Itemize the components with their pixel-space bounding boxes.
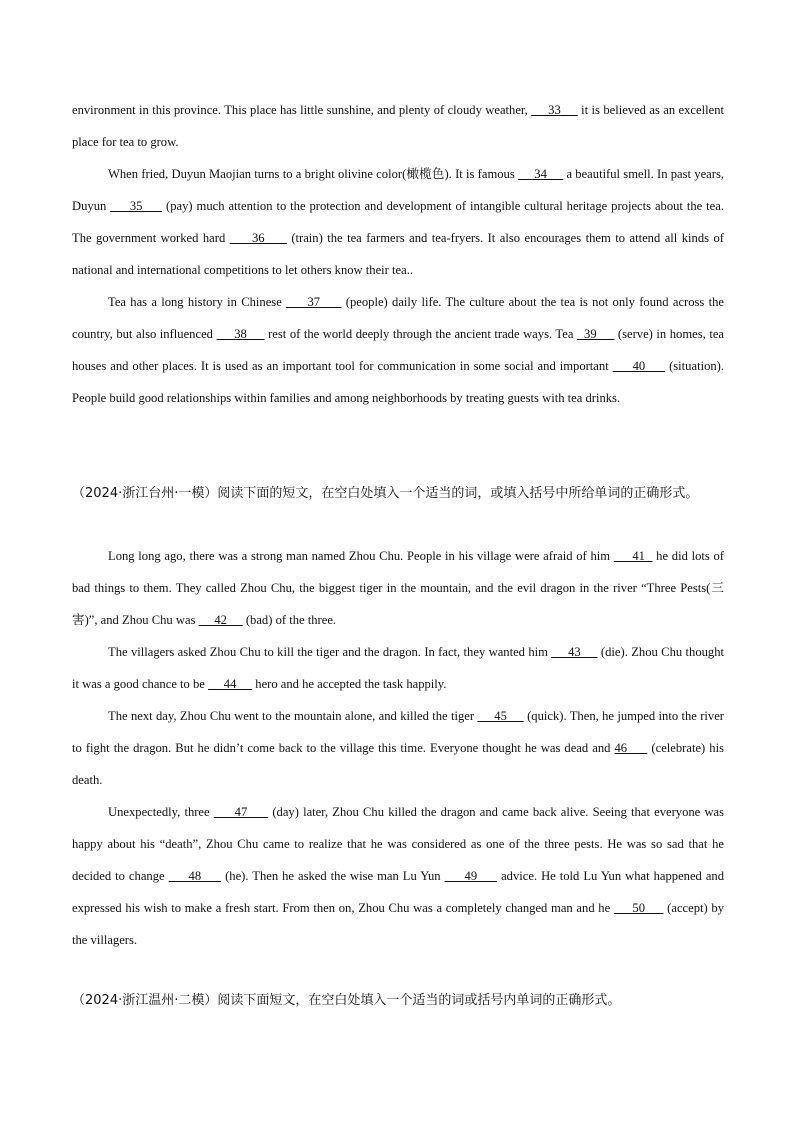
text-segment: The villagers asked Zhou Chu to kill the tiger and the dragon. In fact, they wanted him — [108, 645, 552, 659]
answer-blank: 50 — [613, 901, 664, 915]
section-heading-taizhou: （2024·浙江台州·一模）阅读下面的短文，在空白处填入一个适当的词，或填入括号中所给单词的正确形式。 — [72, 486, 699, 501]
passage-1 — [72, 94, 724, 414]
answer-blank: 36 — [229, 231, 287, 245]
passage-2-paragraph-4 — [72, 796, 724, 956]
answer-blank: 38 — [216, 327, 265, 341]
passage-1-paragraph-2 — [72, 158, 724, 286]
text-segment: (celebrate) his death. — [72, 741, 724, 787]
answer-blank: 35 — [110, 199, 163, 213]
text-segment: (quick). Then, he jumped into the river to fight the dragon. But he didn’t come back to the village this time. Everyone thought he was dead and — [72, 709, 725, 755]
text-segment: hero and he accepted the task happily. — [252, 677, 447, 691]
text-segment: (situation). People build good relationships within families and among neighborhoods by treating guests with tea drinks. — [72, 359, 725, 405]
text-segment: environment in this province. This place has little sunshine, and plenty of cloudy weather, — [72, 103, 532, 117]
text-segment: (day) later, Zhou Chu killed the dragon and came back alive. Seeing that everyone was happy about his “death”, Zhou Chu came to realize that he was considered as one of the three pests. He was so sad that he decided to change — [72, 805, 725, 883]
answer-blank: 49 — [444, 869, 498, 883]
answer-blank: 33 — [531, 103, 578, 117]
answer-blank: 42 — [198, 613, 243, 627]
text-segment: he did lots of bad things to them. They called Zhou Chu, the biggest tiger in the mountain, and the evil dragon in the river “Three Pests(三害)”, and Zhou Chu was — [72, 549, 724, 627]
answer-blank: 39 — [576, 327, 615, 341]
text-segment: a beautiful smell. In past years, Duyun — [72, 167, 725, 213]
answer-blank: 34 — [518, 167, 564, 181]
text-segment: (accept) by the villagers. — [72, 901, 725, 947]
passage-2-paragraph-2 — [72, 636, 724, 700]
text-segment: (train) the tea farmers and tea-fryers. It also encourages them to attend all kinds of national and international competitions to let others know their tea.. — [72, 231, 724, 277]
text-segment: advice. He told Lu Yun what happened and expressed his wish to make a fresh start. From then on, Zhou Chu was a completely changed man and he — [72, 869, 725, 915]
answer-blank: 48 — [168, 869, 222, 883]
answer-blank: 44 — [208, 677, 253, 691]
text-segment: (serve) in homes, tea houses and other places. It is used as an important tool for communication in some social and important — [72, 327, 725, 373]
passage-1-paragraph-1 — [72, 94, 724, 158]
passage-1-paragraph-3 — [72, 286, 724, 414]
passage-2-paragraph-3 — [72, 700, 724, 796]
passage-2 — [72, 540, 724, 956]
text-segment: it is believed as an excellent place for tea to grow. — [72, 103, 724, 149]
text-segment: (pay) much attention to the protection and development of intangible cultural heritage projects about the tea. The government worked hard — [72, 199, 724, 245]
text-segment: Long long ago, there was a strong man named Zhou Chu. People in his village were afraid of him — [108, 549, 614, 563]
answer-blank: 47 — [213, 805, 269, 819]
answer-blank: 46 — [614, 741, 648, 755]
answer-blank: 45 — [477, 709, 524, 723]
text-segment: rest of the world deeply through the ancient trade ways. Tea — [264, 327, 577, 341]
text-segment: (bad) of the three. — [242, 613, 337, 627]
passage-2-paragraph-1 — [72, 540, 724, 636]
answer-blank: 41 — [613, 549, 653, 563]
answer-blank: 43 — [551, 645, 598, 659]
text-segment: When fried, Duyun Maojian turns to a bright olivine color(橄榄色). It is famous — [108, 167, 519, 181]
text-segment: (die). Zhou Chu thought it was a good chance to be — [72, 645, 725, 691]
text-segment: Tea has a long history in Chinese — [108, 295, 287, 309]
text-segment: The next day, Zhou Chu went to the mountain alone, and killed the tiger — [108, 709, 478, 723]
text-segment: (people) daily life. The culture about the tea is not only found across the country, but also influenced — [72, 295, 725, 341]
answer-blank: 37 — [286, 295, 342, 309]
text-segment: (he). Then he asked the wise man Lu Yun — [221, 869, 445, 883]
section-heading-wenzhou: （2024·浙江温州·二模）阅读下面短文，在空白处填入一个适当的词或括号内单词的正确形式。 — [72, 993, 621, 1008]
answer-blank: 40 — [612, 359, 666, 373]
text-segment: Unexpectedly, three — [108, 805, 214, 819]
